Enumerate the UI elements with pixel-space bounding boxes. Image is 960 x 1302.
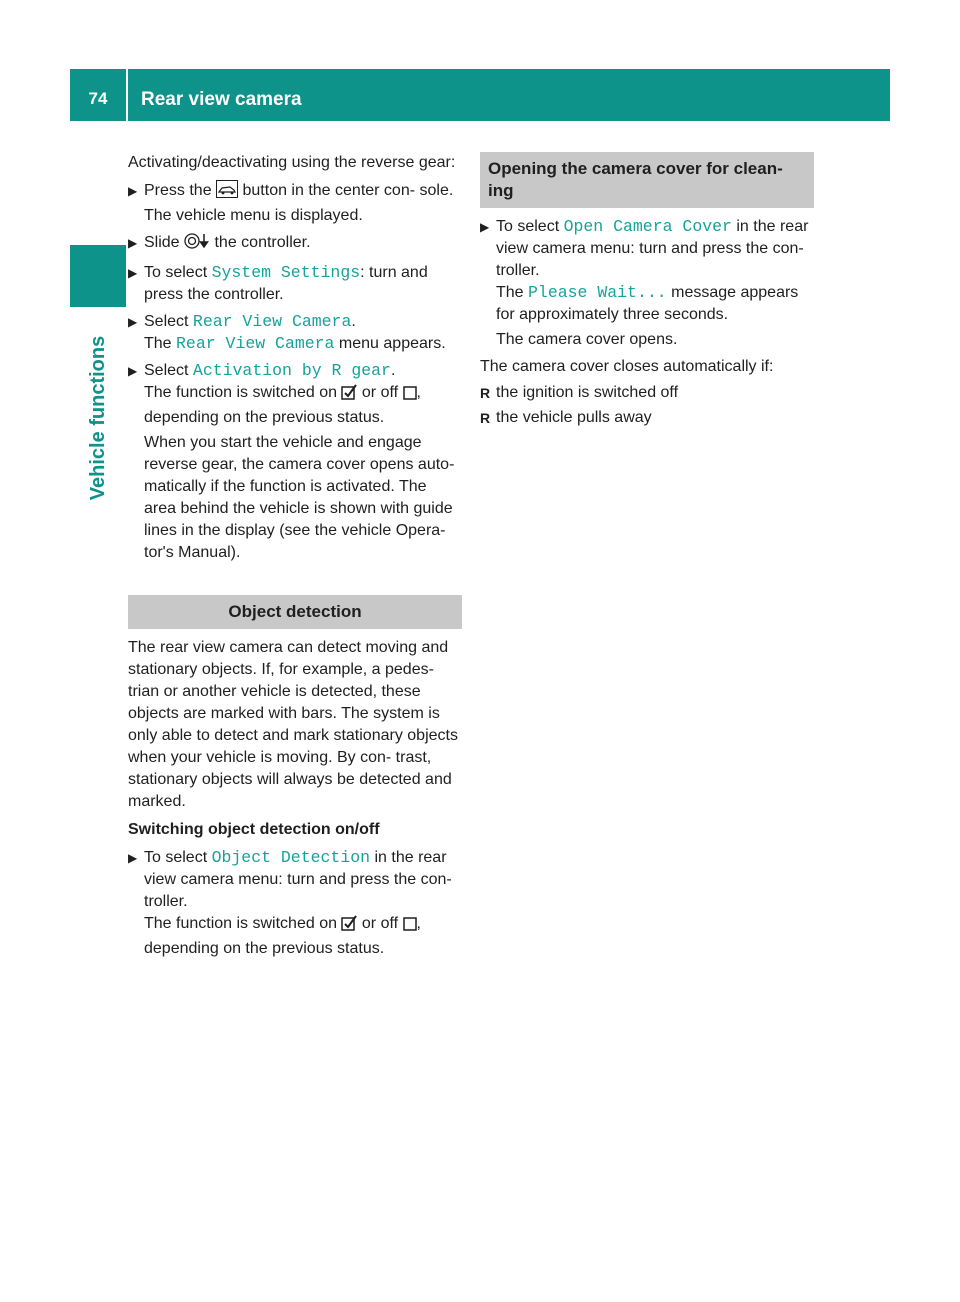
switching-heading: Switching object detection on/off bbox=[128, 821, 380, 838]
step-note: When you start the vehicle and engage reverse gear, the camera cover opens auto- matically if the function is activated. The area behind the vehicle is shown with guide lines in the display (see the vehicle Opera- tor's Manual). bbox=[144, 434, 455, 561]
step-text: : turn and press the controller. bbox=[144, 264, 428, 303]
sidebar-label: Vehicle functions bbox=[87, 335, 109, 501]
car-button-icon bbox=[216, 180, 238, 205]
bullet-text: the ignition is switched off bbox=[496, 384, 679, 401]
step-text: Slide bbox=[144, 234, 180, 251]
step-text: Select bbox=[144, 313, 189, 330]
checkbox-checked-icon bbox=[341, 384, 357, 407]
right-column bbox=[480, 152, 814, 434]
bullet-text: the vehicle pulls away bbox=[496, 409, 652, 426]
step-press-button bbox=[128, 180, 462, 227]
step-result: , bbox=[416, 384, 421, 401]
step-result: or off bbox=[361, 384, 399, 401]
step-result: The bbox=[144, 335, 172, 352]
step-result: depending on the previous status. bbox=[144, 940, 385, 957]
controller-slide-icon bbox=[184, 232, 210, 257]
step-text: in the rear view camera menu: turn and press the con- troller. bbox=[496, 218, 809, 279]
step-text: Press the bbox=[144, 182, 212, 199]
menu-item-activation-by-r-gear: Activation by R gear bbox=[192, 361, 391, 380]
step-text: button in the center con- sole. bbox=[242, 182, 454, 199]
menu-name-rear-view-camera: Rear View Camera bbox=[176, 334, 335, 353]
step-result: , bbox=[416, 915, 421, 932]
header-divider bbox=[126, 69, 128, 121]
section-heading-object-detection: Object detection bbox=[128, 595, 462, 629]
page-number: 74 bbox=[88, 89, 108, 108]
step-select-object-detection bbox=[128, 847, 462, 960]
step-text: . bbox=[390, 362, 396, 379]
step-select-rear-view-camera bbox=[128, 311, 462, 355]
menu-item-rear-view-camera: Rear View Camera bbox=[192, 312, 352, 331]
step-text: in the rear view camera menu: turn and press the con- troller. bbox=[144, 849, 452, 910]
step-result: The bbox=[496, 284, 524, 301]
step-text: To select bbox=[144, 264, 208, 281]
bullet-r-icon: R bbox=[480, 410, 491, 426]
left-column bbox=[128, 152, 462, 965]
step-select-system-settings bbox=[128, 262, 462, 306]
checkbox-empty-icon bbox=[403, 385, 417, 407]
menu-item-open-camera-cover: Open Camera Cover bbox=[563, 217, 732, 236]
message-please-wait: Please Wait... bbox=[528, 283, 667, 302]
step-note: The camera cover opens. bbox=[496, 331, 678, 348]
step-text: To select bbox=[144, 849, 208, 866]
page-header bbox=[70, 69, 890, 121]
step-arrow-icon: ▶ bbox=[128, 184, 138, 198]
step-text: To select bbox=[496, 218, 560, 235]
step-arrow-icon: ▶ bbox=[128, 266, 138, 280]
step-open-camera-cover bbox=[480, 216, 814, 351]
bullet-item bbox=[480, 407, 814, 429]
intro-text: Activating/deactivating using the reverse gear: bbox=[128, 154, 456, 171]
step-result: The vehicle menu is displayed. bbox=[144, 207, 363, 224]
step-arrow-icon: ▶ bbox=[128, 315, 138, 329]
menu-item-object-detection: Object Detection bbox=[211, 848, 371, 867]
step-result: The function is switched on bbox=[144, 915, 337, 932]
bullet-item bbox=[480, 382, 814, 404]
step-arrow-icon: ▶ bbox=[128, 236, 138, 250]
closes-text: The camera cover closes automatically if: bbox=[480, 358, 774, 375]
bullet-r-icon: R bbox=[480, 385, 491, 401]
step-result: message appears for approximately three seconds. bbox=[496, 284, 799, 323]
step-arrow-icon: ▶ bbox=[128, 851, 138, 865]
step-arrow-icon: ▶ bbox=[480, 220, 490, 234]
sidebar-tab bbox=[70, 245, 126, 307]
step-arrow-icon: ▶ bbox=[128, 364, 138, 378]
step-text: . bbox=[351, 313, 356, 330]
object-detection-text: The rear view camera can detect moving and stationary objects. If, for example, a pedes- trian or another vehicle is detected, these objects are marked with bars. The system is only able to detect and mark stationary objects when your vehicle is moving. By con- trast, stationary objects will always be detected and marked. bbox=[128, 639, 458, 810]
step-text: the controller. bbox=[214, 234, 311, 251]
section-heading-camera-cover: Opening the camera cover for clean- ing bbox=[480, 152, 814, 208]
step-text: Select bbox=[144, 362, 189, 379]
step-select-activation bbox=[128, 360, 462, 564]
checkbox-empty-icon bbox=[403, 916, 417, 938]
step-result: or off bbox=[361, 915, 399, 932]
step-result: depending on the previous status. bbox=[144, 409, 385, 426]
step-result: The function is switched on bbox=[144, 384, 337, 401]
step-slide-controller bbox=[128, 232, 462, 257]
step-result: menu appears. bbox=[338, 335, 446, 352]
menu-item-system-settings: System Settings bbox=[211, 263, 361, 282]
page-title: Rear view camera bbox=[141, 89, 302, 110]
checkbox-checked-icon bbox=[341, 915, 357, 938]
